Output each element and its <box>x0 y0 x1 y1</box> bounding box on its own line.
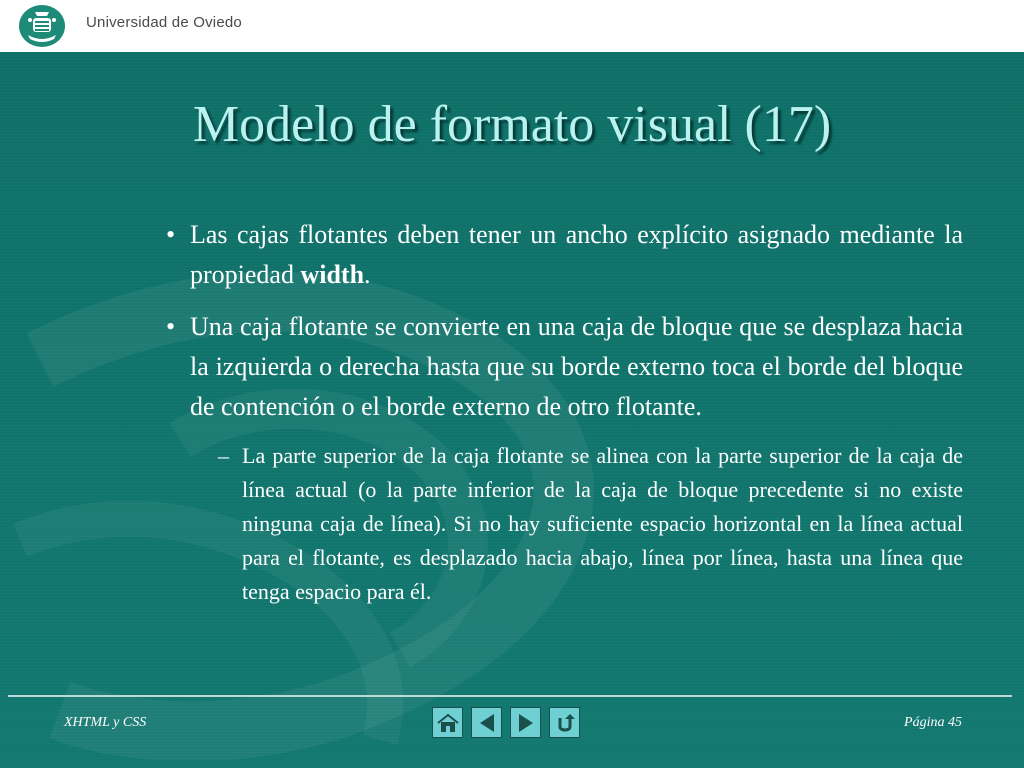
previous-slide-button[interactable] <box>471 707 502 738</box>
sub-bullet-text: La parte superior de la caja flotante se alinea con la parte superior de la caja de línea actual (o la parte inferior de la caja de bloque precedente si no existe ninguna caja de línea). Si no hay suficiente espacio horizontal en la línea actual para el flotante, es desplazado hacia abajo, línea por línea, hasta una línea que tenga espacio para él. <box>242 443 963 604</box>
home-icon <box>436 712 460 734</box>
sub-bullet-item <box>218 439 963 609</box>
next-icon <box>515 712 537 734</box>
return-icon <box>554 712 576 734</box>
bullet-text: Una caja flotante se convierte en una caja de bloque que se desplaza hacia la izquierda o derecha hasta que su borde externo toca el borde del bloque de contención o el borde externo de otro flotante. <box>190 312 963 421</box>
slide-body <box>166 215 963 609</box>
footer-course-title: XHTML y CSS <box>64 715 147 730</box>
bullet-bold-term: width <box>300 260 365 289</box>
previous-icon <box>476 712 498 734</box>
header-bar <box>0 0 1024 52</box>
university-seal-icon <box>18 4 66 48</box>
bullet-item <box>166 215 963 295</box>
sub-bullet-mark: – <box>218 443 229 468</box>
university-name: Universidad de Oviedo <box>86 14 242 31</box>
bullet-mark: • <box>166 312 176 341</box>
home-button[interactable] <box>432 707 463 738</box>
bullet-text: Las cajas flotantes deben tener un ancho explícito asignado mediante la propiedad <box>190 220 963 289</box>
bullet-mark: • <box>166 220 176 249</box>
slide-navigation <box>432 707 580 738</box>
footer-divider <box>8 695 1012 697</box>
slide-title: Modelo de formato visual (17) <box>192 96 832 153</box>
next-slide-button[interactable] <box>510 707 541 738</box>
bullet-text-end: . <box>364 260 371 289</box>
return-button[interactable] <box>549 707 580 738</box>
bullet-item <box>166 307 963 427</box>
page-number: Página 45 <box>904 715 962 730</box>
